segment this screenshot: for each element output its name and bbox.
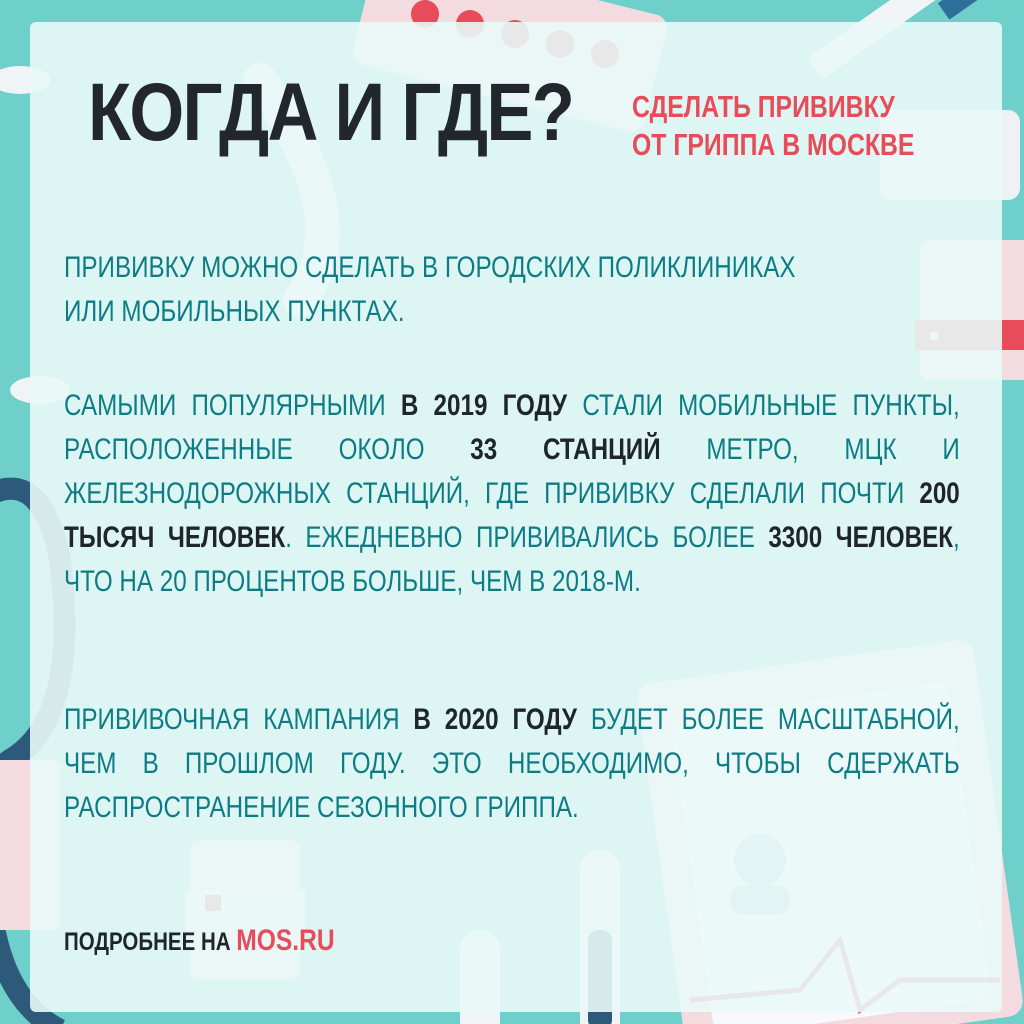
page-subtitle <box>632 88 914 164</box>
text-segment: САМЫМИ ПОПУЛЯРНЫМИ <box>64 389 401 422</box>
text-segment: МЕТРО, МЦК И ЖЕЛЕЗНОДОРОЖНЫХ СТАНЦИЙ, ГДЕ ПРИВИВКУ СДЕЛАЛИ ПОЧТИ <box>64 433 960 510</box>
highlight-stations: 33 СТАНЦИЙ <box>470 433 661 466</box>
paragraph-clinics <box>64 246 960 334</box>
paragraph-campaign-2020 <box>64 698 960 830</box>
paragraph-clinics-line-1: ПРИВИВКУ МОЖНО СДЕЛАТЬ В ГОРОДСКИХ ПОЛИКЛИНИКАХ <box>64 251 796 284</box>
highlight-people-daily: 3300 ЧЕЛОВЕК <box>768 521 954 554</box>
text-segment: СТАЛИ МОБИЛЬНЫЕ ПУНКТЫ, РАСПОЛОЖЕННЫЕ ОКОЛО <box>64 389 960 466</box>
subtitle-line-2: ОТ ГРИППА В МОСКВЕ <box>632 127 915 162</box>
text-segment: ПРИВИВОЧНАЯ КАМПАНИЯ <box>64 703 414 736</box>
highlight-year-2020: В 2020 ГОДУ <box>413 703 577 736</box>
subtitle-line-1: СДЕЛАТЬ ПРИВИВКУ <box>632 89 895 124</box>
text-segment: БУДЕТ БОЛЕЕ МАСШТАБНОЙ, ЧЕМ В ПРОШЛОМ ГОДУ. ЭТО НЕОБХОДИМО, ЧТОБЫ СДЕРЖАТЬ РАСПРОСТРАНЕНИЕ СЕЗОННОГО ГРИППА. <box>64 703 960 824</box>
footer-link-mos-ru[interactable]: MOS.RU <box>236 924 335 957</box>
highlight-year-2019: В 2019 ГОДУ <box>400 389 568 422</box>
highlight-people-total: 200 ТЫСЯЧ ЧЕЛОВЕК <box>64 477 960 554</box>
page-title: КОГДА И ГДЕ? <box>88 67 574 158</box>
text-segment: , ЧТО НА 20 ПРОЦЕНТОВ БОЛЬШЕ, ЧЕМ В 2018-М. <box>64 521 960 598</box>
paragraph-stats-2019 <box>64 384 960 604</box>
paragraph-clinics-line-2: ИЛИ МОБИЛЬНЫХ ПУНКТАХ. <box>64 295 405 328</box>
text-segment: . ЕЖЕДНЕВНО ПРИВИВАЛИСЬ БОЛЕЕ <box>285 521 769 554</box>
footer-prefix: ПОДРОБНЕЕ НА <box>64 928 237 956</box>
footer-more-info <box>64 924 335 958</box>
